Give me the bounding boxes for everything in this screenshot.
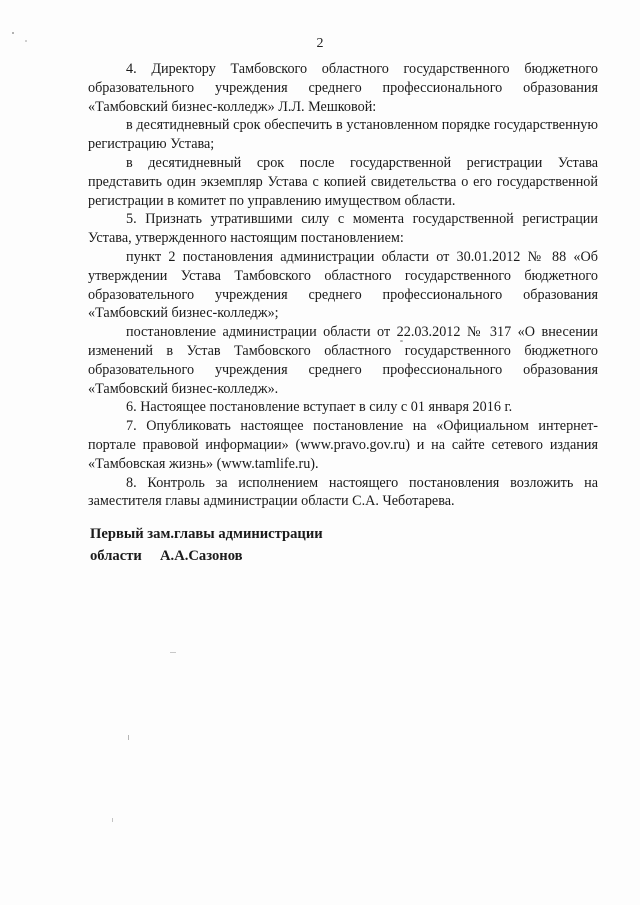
page-number: 2	[316, 36, 324, 51]
paragraph-repeal-88: пункт 2 постановления администрации области от 30.01.2012 № 88 «Об утверждении Устава Тамбовского областного государственного бюджетного образовательного учреждения среднего профессионального образования «Тамбовский бизнес-колледж»;	[88, 248, 598, 322]
paragraph-repeal-317: постановление администрации области от 22.03.2012 № 317 «О внесении изменений в Устав Тамбовского областного государственного бюджетного образовательного учреждения среднего профессионального образования «Тамбовский бизнес-колледж».	[88, 324, 598, 397]
document-body	[88, 60, 598, 511]
paragraph-item-4: 4. Директору Тамбовского областного государственного бюджетного образовательного учреждения среднего профессионального образования «Тамбовский бизнес-колледж» Л.Л. Мешковой:	[88, 61, 598, 115]
paragraph-subitem-submit-copy: в десятидневный срок после государственной регистрации Устава представить один экземпляр Устава с копией свидетельства о его государственной регистрации в комитет по управлению имуществом области.	[88, 154, 598, 209]
signature-position: Первый зам.главы администрации	[90, 526, 323, 542]
paragraph-item-5: 5. Признать утратившими силу с момента государственной регистрации Устава, утвержденного настоящим постановлением:	[88, 211, 598, 247]
scan-speck	[128, 735, 129, 740]
scan-speck	[25, 40, 27, 42]
paragraph-item-6: 6. Настоящее постановление вступает в силу с 01 января 2016 г.	[126, 399, 513, 416]
signature-name: области А.А.Сазонов	[90, 548, 243, 564]
scan-speck	[12, 32, 14, 34]
paragraph-item-7: 7. Опубликовать настоящее постановление на «Официальном интернет-портале правовой информации» (www.pravo.gov.ru) и на сайте сетевого издания «Тамбовская жизнь» (www.tamlife.ru).	[88, 418, 598, 472]
paragraph-subitem-registration: в десятидневный срок обеспечить в установленном порядке государственную регистрацию Устава;	[88, 117, 598, 153]
signature-block	[90, 523, 323, 567]
scan-speck	[400, 340, 403, 342]
scan-speck	[170, 652, 176, 653]
scan-speck	[112, 818, 113, 822]
paragraph-item-8: 8. Контроль за исполнением настоящего постановления возложить на заместителя главы администрации области С.А. Чеботарева.	[88, 474, 598, 510]
